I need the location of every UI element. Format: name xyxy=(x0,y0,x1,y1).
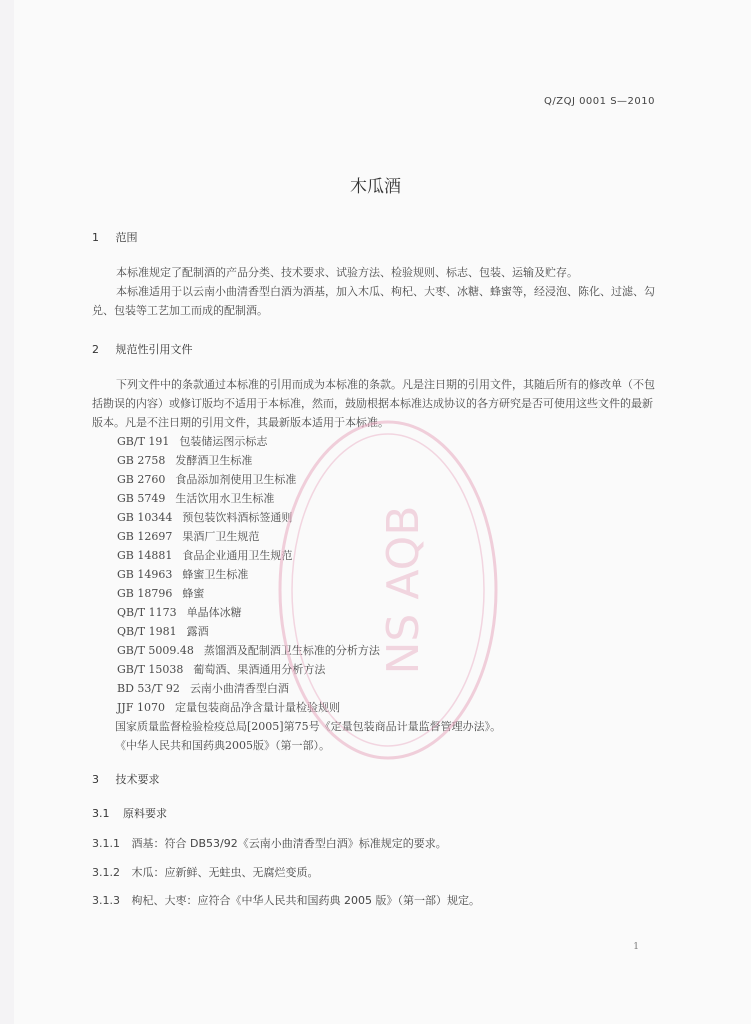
reference-code: GB 12697 xyxy=(117,530,173,543)
clause-number: 3.1.3 xyxy=(92,894,120,907)
page-number: 1 xyxy=(633,942,639,952)
scope-text xyxy=(92,263,662,320)
section-number: 3 xyxy=(92,773,99,786)
reference-title: 蜂蜜卫生标准 xyxy=(182,568,249,581)
clause-number: 3.1.1 xyxy=(92,837,120,850)
reference-title: 食品企业通用卫生规范 xyxy=(182,549,293,562)
reference-title: 葡萄酒、果酒通用分析方法 xyxy=(193,663,326,676)
reference-title: 蒸馏酒及配制酒卫生标准的分析方法 xyxy=(203,644,380,657)
reference-title: 食品添加剂使用卫生标准 xyxy=(175,473,297,486)
section-number: 1 xyxy=(92,231,99,244)
section-1-heading xyxy=(92,229,138,245)
reference-code: GB/T 15038 xyxy=(117,663,184,676)
reference-list xyxy=(117,432,637,755)
clause-3-1-3 xyxy=(92,892,480,908)
clause-3-1-1 xyxy=(92,835,447,851)
reference-code: QB/T 1981 xyxy=(117,625,177,638)
reference-title: 预包装饮料酒标签通则 xyxy=(182,511,293,524)
reference-note: 《中华人民共和国药典2005版》（第一部）。 xyxy=(115,739,330,752)
reference-code: GB 14963 xyxy=(117,568,173,581)
reference-code: GB 18796 xyxy=(117,587,173,600)
normative-intro-text: 下列文件中的条款通过本标准的引用而成为本标准的条款。凡是注日期的引用文件，其随后所有的修改单（不包括勘误的内容）或修订版均不适用于本标准，然而，鼓励根据本标准达成协议的各方研究是否可使用这些文件的最新版本。凡是不注日期的引用文件，其最新版本适用于本标准。 xyxy=(92,378,655,429)
document-title: 木瓜酒 xyxy=(350,177,401,197)
reference-item xyxy=(117,565,637,584)
clause-3-1-2 xyxy=(92,864,319,880)
reference-title: 果酒厂卫生规范 xyxy=(182,530,260,543)
reference-item xyxy=(117,698,637,717)
reference-item xyxy=(117,546,637,565)
reference-item xyxy=(117,527,637,546)
clause-text: 枸杞、大枣：应符合《中华人民共和国药典 2005 版》（第一部）规定。 xyxy=(131,894,480,907)
section-2-heading xyxy=(92,341,193,357)
section-title: 范围 xyxy=(115,231,138,244)
reference-note: 国家质量监督检验检疫总局[2005]第75号《定量包装商品计量监督管理办法》。 xyxy=(115,720,502,733)
subsection-number: 3.1 xyxy=(92,807,110,820)
reference-code: GB/T 5009.48 xyxy=(117,644,194,657)
reference-code: QB/T 1173 xyxy=(117,606,177,619)
clause-text: 酒基：符合 DB53/92《云南小曲清香型白酒》标准规定的要求。 xyxy=(131,837,447,850)
stamp-text: NS AQB xyxy=(378,505,429,675)
reference-item xyxy=(117,489,637,508)
reference-item xyxy=(117,679,637,698)
clause-number: 3.1.2 xyxy=(92,866,120,879)
reference-title: 露酒 xyxy=(186,625,209,638)
reference-item xyxy=(117,451,637,470)
reference-code: GB 5749 xyxy=(117,492,166,505)
section-number: 2 xyxy=(92,343,99,356)
reference-item xyxy=(117,603,637,622)
subsection-3-1-heading xyxy=(92,805,167,821)
reference-item xyxy=(117,470,637,489)
reference-code: GB/T 191 xyxy=(117,435,170,448)
reference-title: 云南小曲清香型白酒 xyxy=(189,682,289,695)
reference-title: 单晶体冰糖 xyxy=(186,606,242,619)
reference-code: JJF 1070 xyxy=(117,701,165,714)
reference-item xyxy=(117,584,637,603)
section-title: 技术要求 xyxy=(115,773,160,786)
clause-text: 木瓜：应新鲜、无蛀虫、无腐烂变质。 xyxy=(131,866,319,879)
reference-title: 包装储运图示标志 xyxy=(179,435,268,448)
reference-title: 发酵酒卫生标准 xyxy=(175,454,253,467)
section-3-heading xyxy=(92,771,160,787)
section-title: 规范性引用文件 xyxy=(115,343,193,356)
reference-title: 蜂蜜 xyxy=(182,587,205,600)
scope-paragraph: 本标准适用于以云南小曲清香型白酒为酒基，加入木瓜、枸杞、大枣、冰糖、蜂蜜等，经浸泡、陈化、过滤、勾兑、包装等工艺加工而成的配制酒。 xyxy=(92,285,655,317)
reference-code: GB 14881 xyxy=(117,549,173,562)
subsection-title: 原料要求 xyxy=(123,807,167,820)
scope-paragraph: 本标准规定了配制酒的产品分类、技术要求、试验方法、检验规则、标志、包装、运输及贮存。 xyxy=(116,266,578,279)
reference-title: 定量包装商品净含量计量检验规则 xyxy=(174,701,340,714)
reference-item xyxy=(117,508,637,527)
standard-code: Q/ZQJ 0001 S—2010 xyxy=(543,96,655,107)
reference-item xyxy=(117,432,637,451)
reference-code: GB 2758 xyxy=(117,454,166,467)
reference-code: GB 2760 xyxy=(117,473,166,486)
reference-item xyxy=(117,641,637,660)
reference-code: GB 10344 xyxy=(117,511,173,524)
reference-code: BD 53/T 92 xyxy=(117,682,180,695)
reference-item xyxy=(117,660,637,679)
reference-item xyxy=(117,622,637,641)
reference-title: 生活饮用水卫生标准 xyxy=(175,492,275,505)
normative-intro xyxy=(92,375,662,432)
